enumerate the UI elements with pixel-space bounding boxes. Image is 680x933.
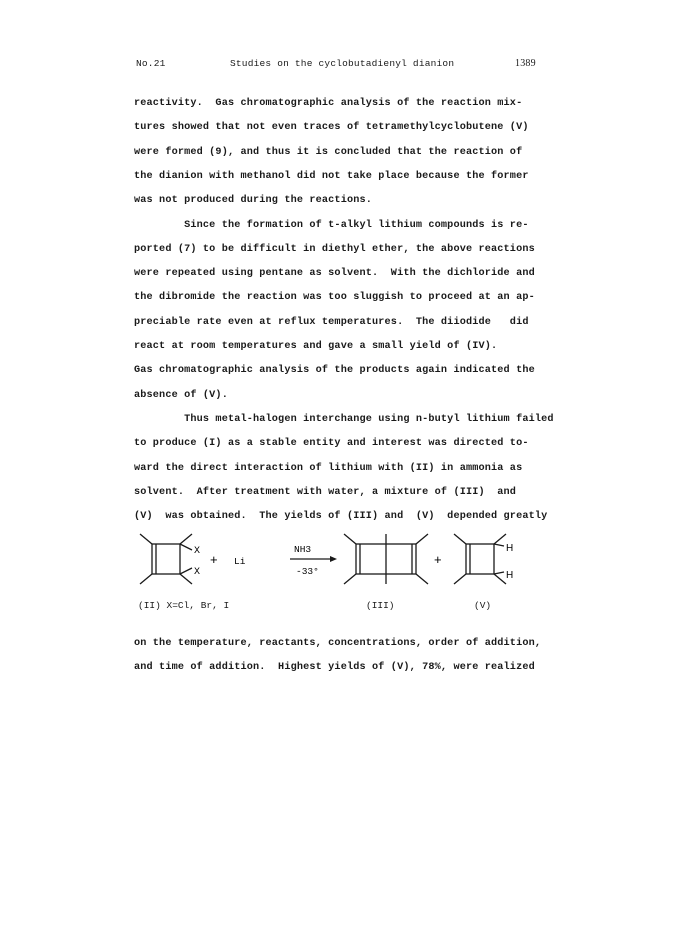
text-line: was not produced during the reactions.	[134, 195, 373, 207]
text-line: reactivity. Gas chromatographic analysis of the reaction mix-	[134, 98, 523, 109]
text-line: the dibromide the reaction was too sluggish to proceed at an ap-	[134, 292, 535, 304]
reaction-temperature: -33°	[296, 566, 319, 577]
running-header-title: Studies on the cyclobutadienyl dianion	[230, 58, 455, 69]
text-line: Since the formation of t-alkyl lithium compounds is re-	[134, 219, 529, 231]
label-compound-ii: (II) X=Cl, Br, I	[138, 600, 230, 611]
plus-sign-1: +	[210, 552, 218, 567]
text-line: react at room temperatures and gave a small yield of (IV).	[134, 341, 498, 352]
compound-ii-structure	[140, 534, 192, 584]
text-line: tures showed that not even traces of tetramethylcyclobutene (V)	[134, 122, 529, 134]
reaction-arrow	[290, 556, 337, 562]
text-line: were repeated using pentane as solvent. With the dichloride and	[134, 268, 535, 280]
text-line: absence of (V).	[134, 389, 228, 401]
text-line: the dianion with methanol did not take place because the former	[134, 170, 529, 182]
compound-v-structure	[454, 534, 506, 584]
lithium-reagent: Li	[234, 556, 246, 567]
text-line: Thus metal-halogen interchange using n-butyl lithium failed	[134, 413, 554, 425]
running-header-issue: No.21	[136, 58, 166, 69]
reaction-scheme	[130, 530, 550, 600]
solvent-nh3: NH3	[294, 544, 312, 555]
text-line: Gas chromatographic analysis of the products again indicated the	[134, 365, 535, 377]
substituent-x-top: X	[194, 546, 201, 557]
text-line: solvent. After treatment with water, a mixture of (III) and	[134, 486, 517, 498]
hydrogen-top: H	[506, 543, 514, 554]
label-compound-v: (V)	[474, 600, 492, 611]
text-line: preciable rate even at reflux temperatures. The diiodide did	[134, 316, 529, 328]
label-compound-iii: (III)	[366, 600, 395, 611]
hydrogen-bottom: H	[506, 570, 514, 581]
text-line: ported (7) to be difficult in diethyl ether, the above reactions	[134, 243, 535, 255]
substituent-x-bottom: X	[194, 567, 201, 578]
compound-iii-structure	[344, 534, 428, 584]
text-line: ward the direct interaction of lithium with (II) in ammonia as	[134, 462, 523, 474]
text-line: and time of addition. Highest yields of (V), 78%, were realized	[134, 662, 535, 674]
text-line: (V) was obtained. The yields of (III) and (V) depended greatly	[134, 511, 548, 523]
plus-sign-2: +	[434, 552, 442, 567]
text-line: to produce (I) as a stable entity and interest was directed to-	[134, 438, 529, 450]
page-number: 1389	[515, 58, 536, 69]
text-line: on the temperature, reactants, concentrations, order of addition,	[134, 638, 542, 649]
text-line: were formed (9), and thus it is concluded that the reaction of	[134, 146, 523, 158]
